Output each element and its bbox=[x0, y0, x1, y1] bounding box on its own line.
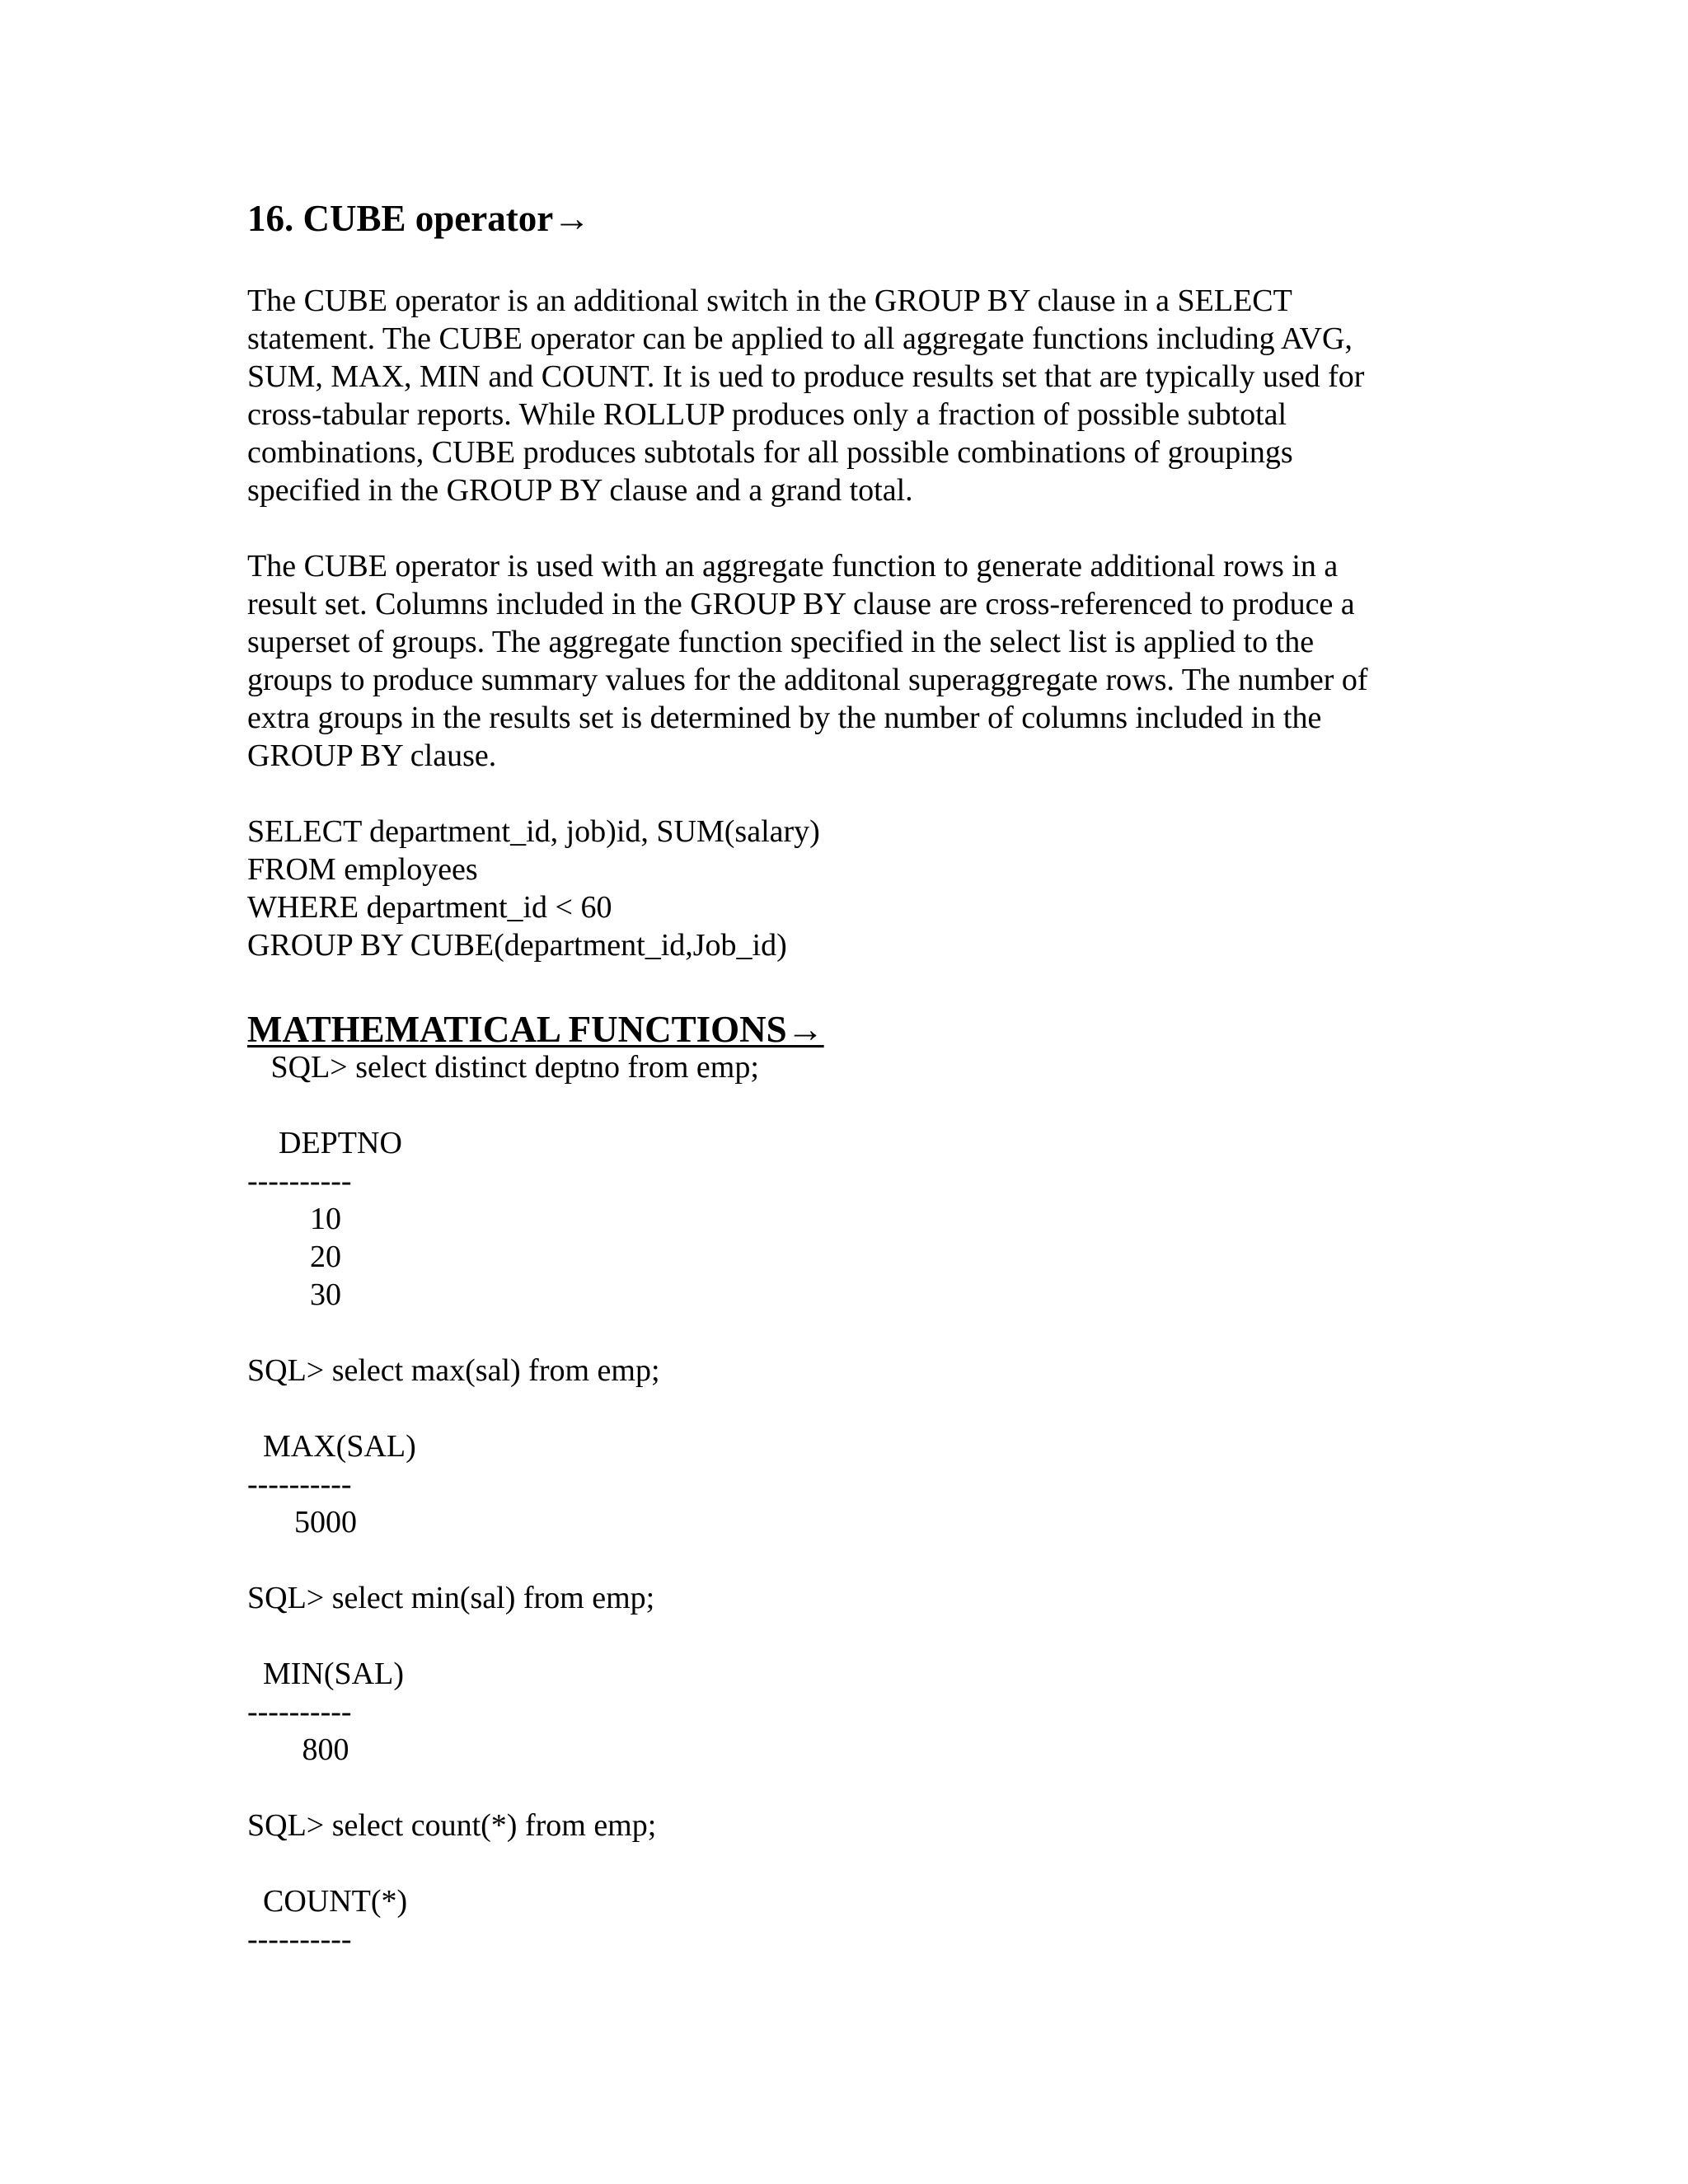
sql-output-line: ---------- bbox=[247, 1922, 352, 1957]
sql-output-line bbox=[247, 1086, 759, 1124]
sql-output-line: SQL> select distinct deptno from emp; bbox=[247, 1050, 759, 1085]
paragraph-line: GROUP BY clause. bbox=[247, 738, 497, 773]
sql-output-line bbox=[247, 1314, 759, 1352]
paragraph-line: The CUBE operator is an additional switch in the GROUP BY clause in a SELECT bbox=[247, 284, 1292, 318]
paragraph-line: statement. The CUBE operator can be applied to all aggregate functions including AVG, bbox=[247, 321, 1353, 356]
query-line: GROUP BY CUBE(department_id,Job_id) bbox=[247, 928, 787, 963]
sql-output-line: ---------- bbox=[247, 1467, 352, 1502]
sql-output-line: SQL> select count(*) from emp; bbox=[247, 1808, 657, 1843]
sql-output-line: MAX(SAL) bbox=[247, 1429, 416, 1464]
paragraph-line: superset of groups. The aggregate function specified in the select list is applied to the bbox=[247, 625, 1315, 659]
sql-output-line: COUNT(*) bbox=[247, 1884, 408, 1919]
sql-output-line: SQL> select max(sal) from emp; bbox=[247, 1353, 660, 1388]
sql-output-line: MIN(SAL) bbox=[247, 1657, 404, 1691]
sql-session-output bbox=[247, 1048, 759, 1958]
sql-output-line bbox=[247, 1844, 759, 1882]
sql-output-line: 800 bbox=[247, 1732, 349, 1767]
sql-output-line bbox=[247, 1617, 759, 1655]
query-line: WHERE department_id < 60 bbox=[247, 890, 612, 925]
sql-output-line bbox=[247, 1769, 759, 1807]
cube-description-paragraph-1 bbox=[247, 282, 1451, 509]
query-line: SELECT department_id, job)id, SUM(salary) bbox=[247, 814, 820, 849]
paragraph-line: cross-tabular reports. While ROLLUP produces only a fraction of possible subtotal bbox=[247, 397, 1287, 432]
paragraph-line: The CUBE operator is used with an aggregate function to generate additional rows in a bbox=[247, 549, 1339, 583]
section-title-mathematical-functions: MATHEMATICAL FUNCTIONS→ bbox=[247, 1009, 824, 1050]
query-line: FROM employees bbox=[247, 852, 478, 887]
paragraph-line: result set. Columns included in the GROUP BY clause are cross-referenced to produce a bbox=[247, 587, 1355, 621]
paragraph-line: specified in the GROUP BY clause and a grand total. bbox=[247, 473, 913, 508]
sql-output-line: 5000 bbox=[247, 1505, 357, 1540]
cube-example-query bbox=[247, 813, 820, 964]
sql-output-line: ---------- bbox=[247, 1694, 352, 1729]
sql-output-line bbox=[247, 1541, 759, 1579]
paragraph-line: extra groups in the results set is determined by the number of columns included in the bbox=[247, 701, 1322, 735]
cube-description-paragraph-2 bbox=[247, 547, 1451, 775]
sql-output-line: 20 bbox=[247, 1240, 341, 1274]
sql-output-line: 30 bbox=[247, 1277, 341, 1312]
sql-output-line: ---------- bbox=[247, 1164, 352, 1198]
sql-output-line: SQL> select min(sal) from emp; bbox=[247, 1581, 655, 1615]
section-title-cube-operator: 16. CUBE operator→ bbox=[247, 198, 591, 239]
sql-output-line: DEPTNO bbox=[247, 1126, 402, 1160]
paragraph-line: groups to produce summary values for the additonal superaggregate rows. The number of bbox=[247, 663, 1368, 697]
paragraph-line: SUM, MAX, MIN and COUNT. It is ued to produce results set that are typically used for bbox=[247, 359, 1365, 394]
sql-output-line: 10 bbox=[247, 1202, 341, 1236]
sql-output-line bbox=[247, 1390, 759, 1427]
paragraph-line: combinations, CUBE produces subtotals for all possible combinations of groupings bbox=[247, 435, 1293, 470]
